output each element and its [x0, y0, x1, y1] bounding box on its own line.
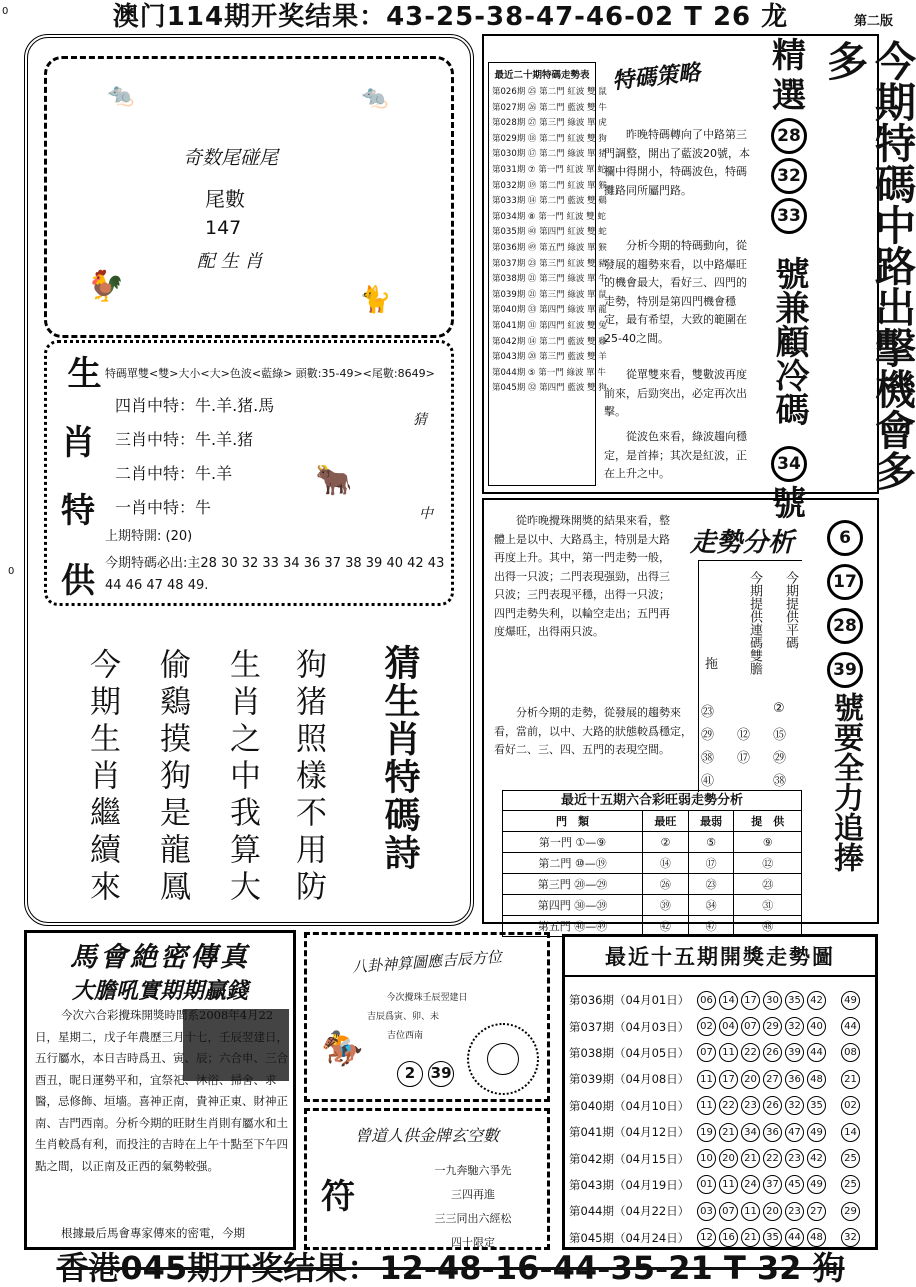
headline-col1: 今期特碼中路出擊機會多多	[820, 40, 916, 491]
doodle: 猜	[413, 412, 427, 428]
draw-ball: 32	[785, 1096, 804, 1115]
draw-ball: 23	[785, 1149, 804, 1168]
table15-cell: ㊷	[643, 916, 689, 937]
draw-ball: 23	[785, 1202, 804, 1221]
table15-cell: ㉓	[734, 874, 802, 895]
table15-cell: ㊽	[734, 916, 802, 937]
calligraphy-seal: 符	[321, 1177, 355, 1217]
bagua-ball: 39	[428, 1061, 454, 1087]
table15-cell: ②	[643, 832, 689, 853]
draw-row	[569, 1066, 875, 1092]
draw-ball: 27	[807, 1202, 826, 1221]
pick-number: ⑫	[737, 728, 751, 743]
poem	[62, 640, 457, 910]
draw-ball: 35	[763, 1228, 782, 1247]
draw-ball: 01	[697, 1175, 716, 1194]
special-must: 今期特碼必出:主28 30 32 33 34 36 37 38 39 40 42 43 44 46 47 48 49.	[105, 556, 445, 593]
analysis-ball: 28	[827, 608, 863, 644]
draw-ball: 22	[763, 1149, 782, 1168]
draw-ball: 12	[697, 1228, 716, 1247]
table15-grid	[502, 810, 802, 937]
table15-cell: 第三門 ⑳—㉙	[503, 874, 643, 895]
draw-row	[569, 987, 875, 1013]
table15-cell: ㊼	[688, 916, 734, 937]
draw-ball: 47	[785, 1123, 804, 1142]
trend20-row: 第031期 ⑦ 第一門 紅波 單 蛇	[492, 164, 606, 175]
table15-cell: ⑤	[688, 832, 734, 853]
table15-cell: ㉛	[734, 895, 802, 916]
draw-special-ball: 29	[841, 1202, 860, 1221]
draw-ball: 36	[785, 1070, 804, 1089]
daoist-line: 三四再進	[451, 1188, 495, 1201]
draw-period: 第044期（04月22日）	[569, 1204, 690, 1219]
draw-period: 第040期（04月10日）	[569, 1098, 690, 1113]
draw-special-ball: 21	[841, 1070, 860, 1089]
draw-ball: 20	[763, 1202, 782, 1221]
table15-cell: ⑭	[643, 853, 689, 874]
draw-ball: 30	[763, 991, 782, 1010]
strategy-title: 特碼策略	[611, 60, 702, 95]
table15-cell: ㉓	[688, 874, 734, 895]
trend20-row: 第027期 ㉖ 第二門 藍波 雙 牛	[492, 102, 607, 113]
draw-ball: 44	[807, 1043, 826, 1062]
pick-number: ㊳	[773, 774, 787, 789]
draw-ball: 37	[763, 1175, 782, 1194]
draw-special-ball: 32	[841, 1228, 860, 1247]
trend20-row: 第037期 ㉓ 第三門 紅波 雙 豬	[492, 258, 607, 269]
daoist-line: 三三同出六經松	[434, 1212, 512, 1225]
draw-ball: 07	[697, 1043, 716, 1062]
analysis-ball: 39	[827, 652, 863, 688]
edition-badge: 第二版	[853, 14, 893, 29]
horse-title1: 馬會絶密傳真	[70, 942, 250, 973]
drag-label: 拖	[705, 657, 719, 672]
draw-period: 第043期（04月19日）	[569, 1177, 690, 1192]
pick-ball: 28	[771, 118, 807, 154]
draws-box	[562, 934, 878, 1250]
draw-period: 第037期（04月03日）	[569, 1019, 690, 1034]
analysis-picks	[698, 560, 802, 792]
draw-ball: 10	[697, 1149, 716, 1168]
draw-ball: 20	[741, 1070, 760, 1089]
trend20-row: 第033期 ⑭ 第二門 藍波 雙 鷄	[492, 196, 607, 207]
draw-special-ball: 25	[841, 1175, 860, 1194]
trend20-row: 第036期 ㊾ 第五門 綠波 單 猴	[492, 242, 607, 253]
draw-period: 第038期（04月05日）	[569, 1045, 690, 1060]
draw-ball: 42	[807, 991, 826, 1010]
draw-row	[569, 1040, 875, 1066]
tail-sub: 配 生 肖	[197, 251, 263, 272]
headline-text: 號兼顧冷碼	[769, 256, 809, 426]
draw-period: 第039期（04月08日）	[569, 1072, 690, 1087]
draw-ball: 21	[741, 1149, 760, 1168]
draw-ball: 03	[697, 1202, 716, 1221]
bagua-balls	[397, 1061, 454, 1087]
table15-row	[503, 853, 802, 874]
analysis-vertical: 號要全力追捧	[828, 692, 863, 872]
draw-ball: 14	[719, 991, 738, 1010]
draw-ball: 07	[719, 1202, 738, 1221]
special-item-1: 一肖中特：牛	[115, 498, 212, 517]
pick-number: ㉙	[701, 728, 715, 743]
draw-ball: 42	[807, 1149, 826, 1168]
draw-ball: 11	[697, 1070, 716, 1089]
draw-ball: 17	[741, 991, 760, 1010]
table15-row	[503, 832, 802, 853]
pick-ball: 33	[771, 198, 807, 234]
trend20-rows	[489, 85, 607, 397]
pick-number: ㊶	[701, 774, 715, 789]
table15-cell: ⑰	[688, 853, 734, 874]
draw-ball: 23	[741, 1096, 760, 1115]
draw-special-ball: 49	[841, 991, 860, 1010]
pick-ball: 34	[771, 446, 807, 482]
draw-period: 第045期（04月24日）	[569, 1230, 690, 1245]
margin-mark: 0	[2, 6, 9, 17]
draw-ball: 48	[807, 1070, 826, 1089]
draw-ball: 34	[741, 1123, 760, 1142]
draw-ball: 45	[785, 1175, 804, 1194]
table15-title: 最近十五期六合彩旺弱走勢分析	[502, 790, 802, 810]
draw-ball: 07	[741, 1017, 760, 1036]
draw-ball: 21	[719, 1123, 738, 1142]
draw-period: 第036期（04月01日）	[569, 993, 690, 1008]
trend20-row: 第041期 ㉛ 第四門 紅波 雙 兔	[492, 320, 607, 331]
bagua-wheel-icon	[467, 1023, 539, 1095]
draw-ball: 21	[741, 1228, 760, 1247]
draw-row	[569, 1225, 875, 1251]
bagua-title: 八卦神算圖應吉辰方位	[351, 947, 503, 977]
pick-number: ②	[773, 701, 785, 716]
cat-icon: 🐈	[359, 285, 392, 315]
bagua-ball: 2	[397, 1061, 423, 1087]
trend20-row: 第038期 ㉑ 第三門 綠波 單 牛	[492, 274, 607, 285]
special-line1: 特碼單雙<雙>大小<大>色波<藍綠> 頭數:35-49><尾數:8649>	[105, 367, 435, 380]
daoist-box	[304, 1108, 550, 1250]
trend20-row: 第030期 ⑰ 第二門 綠波 單 猪	[492, 149, 607, 160]
draw-ball: 44	[785, 1228, 804, 1247]
draw-special-ball: 14	[841, 1123, 860, 1142]
table15-cell: ㉖	[643, 874, 689, 895]
draw-period: 第041期（04月12日）	[569, 1125, 690, 1140]
tail-box-script: 奇数尾碰尾	[183, 147, 279, 169]
table15-cell: 第一門 ①—⑨	[503, 832, 643, 853]
draw-ball: 32	[785, 1017, 804, 1036]
horse-rider-icon: 🏇	[321, 1029, 364, 1069]
special-vertical-2: 肖	[61, 423, 95, 463]
page-header: 澳门114期开奖结果：43-25-38-47-46-02 T 26 龙	[112, 2, 789, 32]
table15-row	[503, 874, 802, 895]
bagua-l3: 吉位西南	[387, 1031, 424, 1041]
special-vertical-3: 特	[61, 491, 95, 531]
headline-text: 精	[772, 36, 806, 76]
headline-text: 選	[772, 76, 806, 116]
horse-title2: 大膽吼實期期贏錢	[71, 979, 248, 1004]
strategy-p3: 從單雙來看，雙數波再度前來，后勁突出，必定再次出擊。	[604, 368, 747, 418]
special-last: 上期特開: (20)	[105, 529, 193, 544]
pick-number: ⑮	[773, 728, 787, 743]
headline-col2	[764, 36, 814, 524]
tail-box	[44, 56, 454, 338]
tail-label: 尾數	[205, 187, 245, 211]
draw-ball: 17	[719, 1070, 738, 1089]
rat-icon: 🐀	[107, 83, 135, 108]
draw-ball: 49	[807, 1175, 826, 1194]
draw-period: 第042期（04月15日）	[569, 1151, 690, 1166]
draw-ball: 11	[697, 1096, 716, 1115]
draw-row	[569, 1145, 875, 1171]
pick-number: ㉓	[701, 705, 715, 720]
draw-ball: 35	[785, 991, 804, 1010]
draw-ball: 48	[807, 1228, 826, 1247]
draw-ball: 22	[719, 1096, 738, 1115]
analysis-colB: 今期提供平碼	[783, 571, 798, 649]
page-footer: 香港045期开奖结果：12-48-16-44-35-21 T 32 狗	[56, 1249, 845, 1287]
poem-col: 生肖之中我算大	[224, 648, 260, 907]
draw-ball: 22	[741, 1043, 760, 1062]
daoist-lines	[403, 1159, 543, 1255]
analysis-ball: 17	[827, 564, 863, 600]
table15-header: 最旺	[643, 811, 689, 832]
horse-text: 今次六合彩攪珠開獎時間系2008年4月22日，星期二，戊子年農歷三月十七，壬辰翌建日，五行屬水，本日吉時爲丑、寅、辰；六合申、三合酉丑，昵日運勢平和，宜祭祀、沐浴、掃舍、求醫，忌修飾、垣墻。喜神正南，貴神正東、財神正南、吉門西南。分析今期的旺財生肖則有屬水和土生肖較爲有利，而投注的吉時在上午十點至下午四點之間，以正南及正西的氣勢較强。	[35, 1008, 288, 1173]
draw-ball: 39	[785, 1043, 804, 1062]
daoist-line: 四十限定	[451, 1236, 495, 1249]
special-item-3: 三肖中特：牛.羊.猪	[115, 430, 254, 449]
rat-icon: 🐀	[361, 85, 389, 110]
analysis-title: 走勢分析	[690, 528, 795, 558]
draw-ball: 20	[719, 1149, 738, 1168]
special-vertical-4: 供	[61, 561, 95, 601]
draw-ball: 29	[763, 1017, 782, 1036]
table15-row	[503, 895, 802, 916]
draw-ball: 11	[741, 1202, 760, 1221]
daoist-title: 曾道人供金牌玄空數	[354, 1126, 499, 1145]
doodle: 中	[419, 506, 433, 522]
pick-ball: 32	[771, 158, 807, 194]
trend20-row: 第029期 ⑱ 第二門 紅波 雙 狗	[492, 133, 607, 144]
tail-number: 147	[205, 217, 242, 239]
table15-header: 門 類	[503, 811, 643, 832]
analysis-balls	[820, 520, 870, 872]
draw-ball: 11	[719, 1043, 738, 1062]
draw-special-ball: 25	[841, 1149, 860, 1168]
draw-ball: 27	[763, 1070, 782, 1089]
bagua-box	[304, 932, 550, 1102]
draw-ball: 26	[763, 1043, 782, 1062]
strategy-box	[482, 34, 916, 524]
table15-cell: 第二門 ⑩—⑲	[503, 853, 643, 874]
analysis-p2: 分析今期的走勢，從發展的趨勢來看，當前，以中、大路的狀態較爲穩定，看好二、三、四、五門的表現空間。	[494, 706, 692, 756]
draw-ball: 11	[719, 1175, 738, 1194]
horse-box	[24, 930, 296, 1250]
special-item-2: 二肖中特：牛.羊	[115, 464, 233, 483]
table15-cell: ⑫	[734, 853, 802, 874]
analysis-colA: 今期提供連碼雙膽	[747, 571, 762, 675]
trend20-title: 最近二十期特碼走勢表	[494, 70, 590, 81]
draw-ball: 35	[807, 1096, 826, 1115]
trend20-row: 第034期 ⑧ 第一門 紅波 雙 蛇	[492, 211, 606, 222]
strategy-p4: 從波色來看，綠波趨向穩定，是首捧；其次是紅波，正在上升之中。	[604, 430, 747, 480]
poem-col: 今期生肖繼續來	[84, 648, 120, 907]
analysis-box	[482, 498, 879, 933]
draw-ball: 19	[697, 1123, 716, 1142]
trend20-row: 第045期 ㉜ 第四門 藍波 雙 狗	[492, 383, 607, 394]
table15-cell: 第五門 ㊵—㊾	[503, 916, 643, 937]
strategy-p1: 昨晚特碼轉向了中路第三門調整，開出了藍波20號，本欄中得開小，特碼波色，特碼攤路同所屬門路。	[604, 128, 750, 197]
table15-cell: ⑨	[734, 832, 802, 853]
table15-cell: ㉞	[688, 895, 734, 916]
draw-row	[569, 1093, 875, 1119]
horse-last: 根據最后馬會專家傳來的密電，今期	[61, 1226, 245, 1240]
rooster-icon: 🐓	[87, 269, 125, 304]
trend20-row: 第043期 ⑳ 第三門 藍波 雙 羊	[492, 352, 607, 363]
draw-ball: 26	[763, 1096, 782, 1115]
draws-rows	[565, 977, 875, 1251]
bagua-l1: 今次攪珠壬辰翌建日	[386, 993, 468, 1003]
ox-icon: 🐂	[315, 463, 353, 498]
pick-number: ㊳	[701, 751, 715, 766]
daoist-line: 一九奔馳六爭先	[434, 1164, 512, 1177]
trend20-row: 第042期 ⑭ 第二門 藍波 雙 雞	[492, 336, 607, 347]
analysis-ball: 6	[827, 520, 863, 556]
trend20-row: 第028期 ㉗ 第三門 綠波 單 虎	[492, 118, 607, 129]
draw-row	[569, 1013, 875, 1039]
poem-col: 偷鷄摸狗是龍鳳	[154, 648, 190, 907]
headline-text: 號	[772, 484, 806, 524]
draw-ball: 02	[697, 1017, 716, 1036]
special-vertical: 生	[61, 355, 101, 411]
draw-ball: 36	[763, 1123, 782, 1142]
pick-number: ㉙	[773, 751, 787, 766]
bagua-l2: 吉辰爲寅、卯、未	[367, 1012, 440, 1022]
draw-row	[569, 1198, 875, 1224]
special-item-4: 四肖中特：牛.羊.猪.馬	[115, 396, 275, 415]
draw-ball: 24	[741, 1175, 760, 1194]
table15-header: 提 供	[734, 811, 802, 832]
draw-ball: 04	[719, 1017, 738, 1036]
table15	[502, 790, 802, 937]
draw-row	[569, 1172, 875, 1198]
trend20-row: 第032期 ⑲ 第二門 紅波 單 猴	[492, 180, 607, 191]
trend20-table	[488, 62, 607, 486]
draws-title: 最近十五期開獎走勢圖	[565, 937, 875, 977]
draw-ball: 40	[807, 1017, 826, 1036]
table15-cell: ㊴	[643, 895, 689, 916]
draw-special-ball: 02	[841, 1096, 860, 1115]
draw-special-ball: 44	[841, 1017, 860, 1036]
table15-cell: 第四門 ㉚—㊴	[503, 895, 643, 916]
margin-mark: 0	[8, 566, 15, 577]
poem-title: 猜生肖特碼詩	[379, 644, 420, 872]
draw-row	[569, 1119, 875, 1145]
trend20-row: 第040期 ㉝ 第四門 綠波 單 龍	[492, 305, 607, 316]
draw-ball: 06	[697, 991, 716, 1010]
draw-ball: 49	[807, 1123, 826, 1142]
trend20-row: 第044期 ⑤ 第一門 綠波 單 牛	[492, 367, 606, 378]
draw-ball: 16	[719, 1228, 738, 1247]
trend20-row: 第039期 ㉑ 第三門 綠波 單 鼠	[492, 289, 607, 300]
analysis-p1: 從昨晚攪珠開獎的結果來看，整體上是以中、大路爲主，特別是大路再度上升。其中，第一門走勢一般，出得一只波；二門表現强勁，出得三只波；三門表現平穩，出得一只波；四門走勢失利，以輪空走出；五門再度爆旺，出得兩只波。	[494, 514, 670, 638]
trend20-row: 第035期 ㊵ 第四門 紅波 雙 蛇	[492, 227, 607, 238]
pick-number: ⑰	[737, 751, 751, 766]
strategy-p2: 分析今期的特碼動向，從發展的趨勢來看，以中路爆旺的機會最大，看好三、四門的走勢，特別是第四門機會穩定，最有希望，大致的範圍在25-40之間。	[604, 239, 747, 345]
draw-special-ball: 08	[841, 1043, 860, 1062]
table15-header: 最弱	[688, 811, 734, 832]
poem-col: 狗猪照樣不用防	[290, 648, 326, 907]
special-box	[44, 340, 454, 606]
trend20-row: 第026期 ㉕ 第二門 紅波 雙 鼠	[492, 87, 607, 97]
